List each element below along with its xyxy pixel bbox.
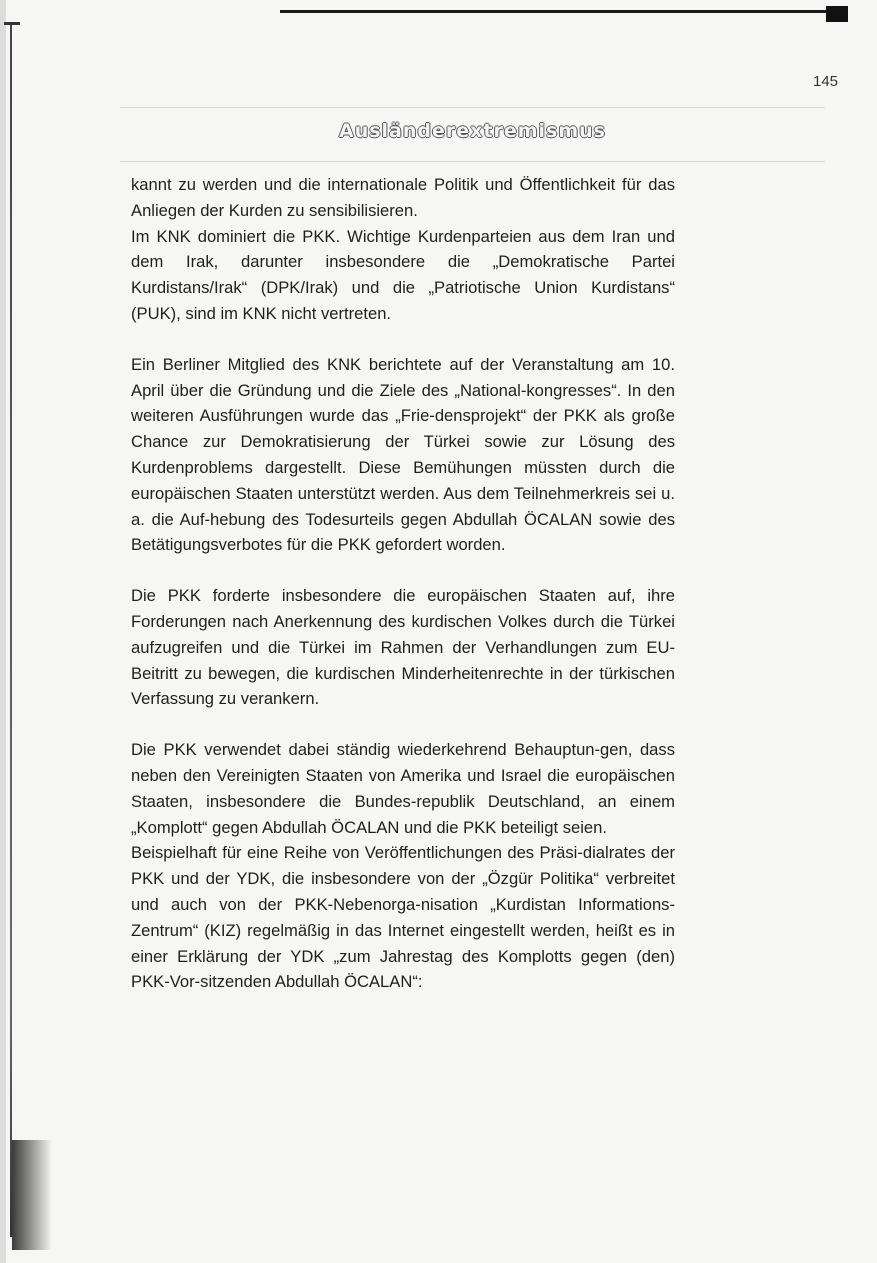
- corner-crop-mark: [4, 22, 20, 25]
- page-number: 145: [813, 73, 839, 90]
- binding-edge-line: [10, 22, 12, 1237]
- header-rule-bottom: [120, 161, 825, 162]
- binding-shadow: [12, 1140, 52, 1250]
- scan-border-left: [0, 0, 6, 1263]
- header-rule-top: [120, 107, 825, 108]
- body-text: [131, 172, 675, 995]
- paragraph: Beispielhaft für eine Reihe von Veröffentlichungen des Präsi-dialrates der PKK und der YDK, die insbesondere von der „Özgür Politika“ verbreitet und auch von der PKK-Nebenorga-nisation „Kurdistan Informations-Zentrum“ (KIZ) regelmäßig in das Internet eingestellt werden, heißt es in einer Erklärung der YDK „zum Jahrestag des Komplotts gegen (den) PKK-Vor-sitzenden Abdullah ÖCALAN“:: [131, 843, 675, 992]
- paragraph: Die PKK forderte insbesondere die europäischen Staaten auf, ihre Forderungen nach Anerkennung des kurdischen Volkes durch die Türkei aufzugreifen und die Türkei im Rahmen der Verhandlungen zum EU-Beitritt zu bewegen, die kurdischen Minderheitenrechte in der türkischen Verfassung zu verankern.: [131, 586, 675, 709]
- top-edge-rule: [280, 10, 846, 13]
- top-edge-rule-end: [826, 6, 848, 22]
- paragraph: kannt zu werden und die internationale Politik und Öffentlichkeit für das Anliegen der Kurden zu sensibilisieren.: [131, 175, 675, 220]
- section-title: Ausländerextremismus: [339, 120, 606, 142]
- paragraph: Ein Berliner Mitglied des KNK berichtete auf der Veranstaltung am 10. April über die Gründung und die Ziele des „National-kongresses“. In den weiteren Ausführungen wurde das „Frie-densprojekt“ der PKK als große Chance zur Demokratisierung der Türkei sowie zur Lösung des Kurdenproblems dargestellt. Diese Bemühungen müssten durch die europäischen Staaten unterstützt werden. Aus dem Teilnehmerkreis sei u. a. die Auf-hebung des Todesurteils gegen Abdullah ÖCALAN sowie des Betätigungsverbotes für die PKK gefordert worden.: [131, 354, 675, 555]
- paragraph: Im KNK dominiert die PKK. Wichtige Kurdenparteien aus dem Iran und dem Irak, darunter insbesondere die „Demokratische Partei Kurdistans/Irak“ (DPK/Irak) und die „Patriotische Union Kurdistans“ (PUK), sind im KNK nicht vertreten.: [131, 226, 675, 323]
- paragraph: Die PKK verwendet dabei ständig wiederkehrend Behauptun-gen, dass neben den Vereinigten Staaten von Amerika und Israel die europäischen Staaten, insbesondere die Bundes-republik Deutschland, an einem „Komplott“ gegen Abdullah ÖCALAN und die PKK beteiligt seien.: [131, 740, 675, 837]
